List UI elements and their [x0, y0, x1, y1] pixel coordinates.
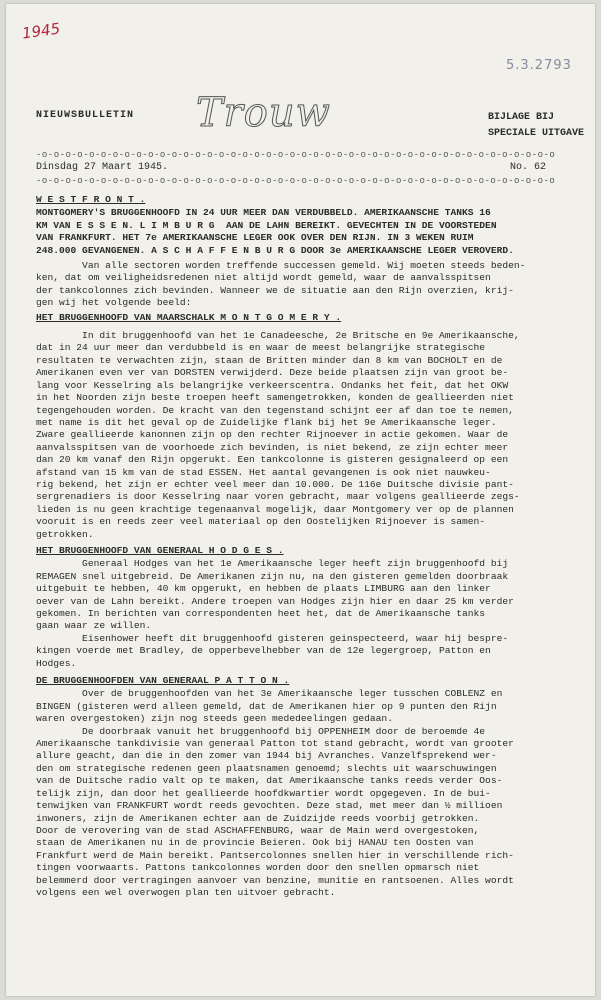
text-line: telijk zijn, dan door het geallieerde hoofdkwartier wordt opgegeven. In de bui- [36, 787, 491, 799]
text-line: Over de bruggenhoofden van het 3e Amerikaansche leger tusschen COBLENZ en [36, 688, 503, 700]
text-line: getrokken. [36, 528, 94, 540]
patton-paragraph [36, 688, 566, 899]
text-line: den om strategische redenen geen plaatsnamen genoemd; slechts uit waarschuwingen [36, 762, 497, 774]
text-line: oever van de Lahn bereikt. Andere troepen van Hodges zijn hier en daar 25 km verder [36, 595, 514, 607]
headline-block [36, 207, 566, 257]
text-line: vooruit is en reeds zeer veel materiaal op den Oostelijken Rijnoever is samen- [36, 516, 486, 528]
text-line: Frankfurt werd de Main bereikt. Pantsercolonnes snellen hier in verschillende rich- [36, 849, 514, 861]
masthead-bulletin-label: NIEUWSBULLETIN [36, 110, 135, 121]
masthead-supplement-label [488, 110, 584, 142]
text-line: allure geacht, dan die in den zomer van 1944 bij Avranches. Vanzelfsprekend wer- [36, 750, 497, 762]
text-line: inwoners, zijn de Amerikanen echter aan de Zuidzijde reeds voorbij getrokken. [36, 812, 480, 824]
text-line: Amerikanen even ver van DORSTEN verwijderd. Deze beide plaatsen zijn van groot be- [36, 367, 509, 379]
text-line: volgens een wel overwogen plan ten uitvoer gebracht. [36, 886, 336, 898]
text-line: dan 20 km vanaf den Rijn opgerukt. Een tankcolonne is gisteren gesignaleerd op een [36, 454, 509, 466]
divider-top: -o-o-o-o-o-o-o-o-o-o-o-o-o-o-o-o-o-o-o-o-o-o-o-o-o-o-o-o-o-o-o-o-o-o-o-o-o-o-o-o-o-o-o-o [36, 150, 556, 160]
section-title-hodges: HET BRUGGENHOOFD VAN GENERAAL H O D G E S . [36, 544, 284, 556]
text-line: lang voor Kesselring als belangrijke verkeerscentra. Ondanks het feit, dat het OKW [36, 379, 509, 391]
text-line: belemmerd door vertragingen aanvoer van benzine, munitie en rantsoenen. Alles wordt [36, 874, 514, 886]
text-line: Van alle sectoren worden treffende successen gemeld. Wij moeten steeds beden- [36, 260, 526, 272]
text-line: met name is dit het geval op de Zuidelijke flank bij het 9e Amerikaansche leger. [36, 416, 497, 428]
text-line: De doorbraak vanuit het bruggenhoofd bij OPPENHEIM door de beroemde 4e [36, 725, 486, 737]
text-line: lieden is nu geen krachtige tegenaanval mogelijk, daar Montgomery ver op de plannen [36, 503, 514, 515]
text-line: staan de Amerikanen nu in de provincie Beieren. Ook bij HANAU ten Oosten van [36, 837, 474, 849]
text-line: Generaal Hodges van het 1e Amerikaansche leger heeft zijn bruggenhoofd bij [36, 558, 509, 570]
issue-number: No. 62 [510, 162, 547, 173]
text-line: Hodges. [36, 657, 77, 669]
headline-line: MONTGOMERY'S BRUGGENHOOFD IN 24 UUR MEER DAN VERDUBBELD. AMERIKAANSCHE TANKS 16 [36, 207, 491, 219]
text-line: BINGEN (gisteren werd alleen gemeld, dat de Amerikanen hier op 9 punten den Rijn [36, 700, 497, 712]
text-line: tenwijken van FRANKFURT wordt reeds gevochten. Deze stad, met meer dan ½ millioen [36, 800, 503, 812]
supplement-line-1: BIJLAGE BIJ [488, 112, 555, 123]
text-line: resultaten te verwachten zijn, staan de Britten minder dan 8 km van BOCHOLT en de [36, 354, 503, 366]
text-line: Zware geallieerde kanonnen zijn op den rechter Rijnoever in actie gekomen. Waar de [36, 429, 509, 441]
text-line: tegengehouden worden. De kracht van den tegenstand schijnt eer af dan toe te nemen, [36, 404, 514, 416]
text-line: gaan waar ze willen. [36, 620, 152, 632]
text-line: in het Noorden zijn beste troepen heeft samengetrokken, konden de geallieerden niet [36, 392, 514, 404]
headline-line: 248.000 GEVANGENEN. A S C H A F F E N B U R G DOOR 3e AMERIKAANSCHE LEGER VEROVERD. [36, 244, 514, 256]
text-line: Amerikaansche tankdivisie van generaal Patton tot stand gebracht, wordt van grooter [36, 738, 514, 750]
text-line: van de Duitsche radio valt op te maken, dat Amerikaansche tanks reeds verder Oos- [36, 775, 503, 787]
article-body [36, 192, 566, 899]
intro-paragraph [36, 260, 566, 310]
text-line: gen wij het volgende beeld: [36, 297, 192, 309]
document-page [6, 4, 595, 996]
issue-date: Dinsdag 27 Maart 1945. [36, 162, 169, 173]
newspaper-logo: Trouw [196, 90, 331, 136]
text-line: dat in 24 uur meer dan verdubbeld is en waar de meest belangrijke strategische [36, 342, 486, 354]
headline-line: KM VAN E S S E N. L I M B U R G AAN DE LAHN BEREIKT. GEVECHTEN IN DE VOORSTEDEN [36, 219, 497, 231]
text-line: ken, dat om veiligheidsredenen niet altijd wordt gemeld, waar de aanvalsspitsen [36, 272, 491, 284]
text-line: aanvalsspitsen van de voorhoede zich bevinden, is niet bekend, ze zijn echter meer [36, 441, 509, 453]
handwritten-archive-number: 5.3.2793 [506, 58, 572, 73]
text-line: tingen voorwaarts. Pattons tankcolonnes worden door den snellen opmarsch niet [36, 862, 480, 874]
section-title-montgomery: HET BRUGGENHOOFD VAN MAARSCHALK M O N T G O M E R Y . [36, 311, 342, 323]
text-line: uitgebuit te hebben, 40 km opgerukt, en hebben de plaats LIMBURG aan den linker [36, 583, 491, 595]
text-line: rig bekend, het zijn er echter veel meer dan 10.000. De 116e Duitsche divisie pant- [36, 478, 514, 490]
text-line: REMAGEN snel uitgebreid. De Amerikanen zijn nu, na den gisteren gemelden doorbraak [36, 570, 509, 582]
text-line: In dit bruggenhoofd van het 1e Canadeesche, 2e Britsche en 9e Amerikaansche, [36, 330, 520, 342]
text-line: Eisenhower heeft dit bruggenhoofd gisteren geinspecteerd, waar hij bespre- [36, 632, 509, 644]
supplement-line-2: SPECIALE UITGAVE [488, 128, 585, 139]
text-line: Door de verovering van de stad ASCHAFFENBURG, waar de Main werd overgestoken, [36, 824, 480, 836]
text-line: der tankcolonnes zich bevinden. Wanneer we de situatie aan den Rijn overzien, krij- [36, 284, 514, 296]
hodges-paragraph [36, 558, 566, 670]
text-line: waren overgestoken) zijn nog steeds geen mededeelingen gedaan. [36, 713, 393, 725]
handwritten-year: 1945 [20, 19, 62, 43]
text-line: afstand van 15 km van de stad ESSEN. Het aantal gevangenen is ook niet nauwkeu- [36, 466, 491, 478]
text-line: kingen voerde met Bradley, de opperbevelhebber van de 12e legergroep, Patton en [36, 645, 491, 657]
section-title-patton: DE BRUGGENHOOFDEN VAN GENERAAL P A T T O N . [36, 675, 290, 687]
headline-line: VAN FRANKFURT. HET 7e AMERIKAANSCHE LEGER OOK OVER DEN RIJN. IN 3 WEKEN RUIM [36, 232, 474, 244]
text-line: gekomen. In berichten van correspondenten heet het, dat de Amerikaansche tanks [36, 608, 486, 619]
text-line: sergrenadiers is door Kesselring naar voren gebracht, maar volgens geallieerde zegs- [36, 491, 520, 503]
section-title-westfront: W E S T F R O N T . [36, 194, 146, 205]
divider-bottom: -o-o-o-o-o-o-o-o-o-o-o-o-o-o-o-o-o-o-o-o-o-o-o-o-o-o-o-o-o-o-o-o-o-o-o-o-o-o-o-o-o-o-o-o [36, 176, 556, 186]
montgomery-paragraph [36, 330, 566, 541]
